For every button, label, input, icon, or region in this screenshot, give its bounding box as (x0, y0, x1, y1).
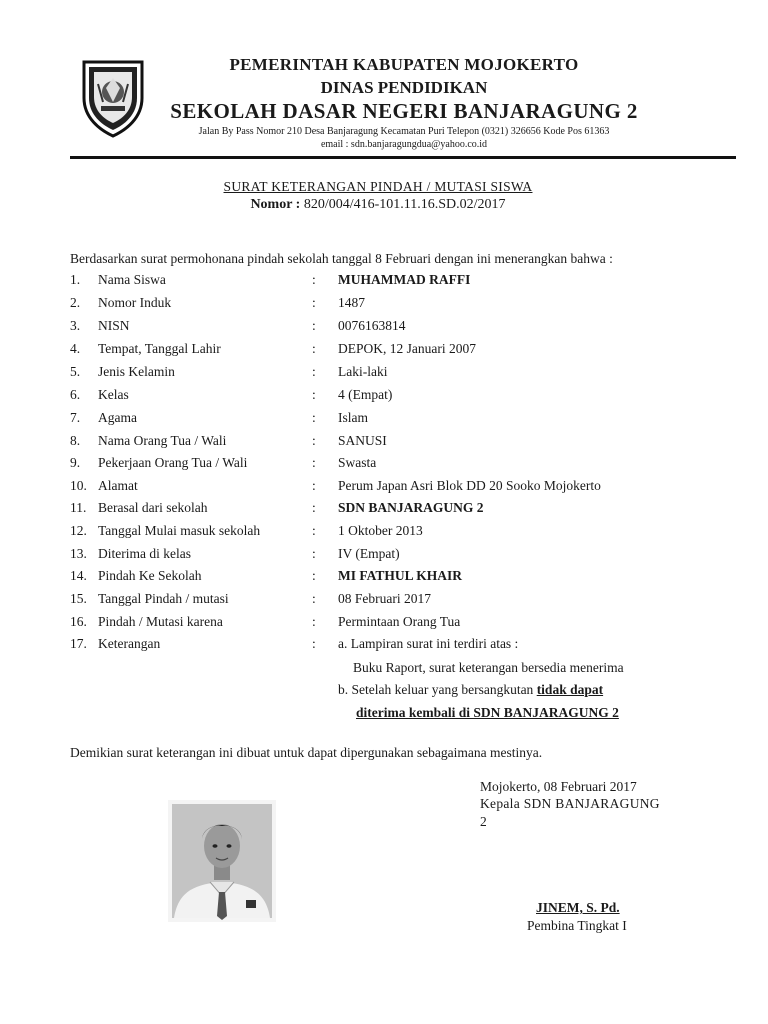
field-label: Keterangan (98, 636, 161, 651)
field-label: Nama Siswa (98, 272, 166, 287)
field-row (70, 568, 710, 588)
signature-rank: Pembina Tingkat I (527, 918, 627, 933)
field-number: 14. (70, 568, 87, 583)
field-row (70, 341, 710, 361)
signature-place-date: Mojokerto, 08 Februari 2017 (480, 779, 637, 794)
field-number: 11. (70, 500, 87, 515)
field-label: Agama (98, 410, 137, 425)
letter-number-value: 820/004/416-101.11.16.SD.02/2017 (300, 197, 506, 212)
field-value: 1 Oktober 2013 (338, 523, 423, 538)
field-label: Tempat, Tanggal Lahir (98, 341, 221, 356)
signature-position-cont: 2 (480, 814, 487, 829)
field-row (70, 433, 710, 453)
field-number: 7. (70, 410, 81, 425)
field-colon: : (312, 591, 316, 606)
field-number: 16. (70, 614, 87, 629)
field-number: 5. (70, 364, 81, 379)
signature-name: JINEM, S. Pd. (536, 900, 620, 915)
field-colon: : (312, 295, 316, 310)
field-label: Kelas (98, 387, 129, 402)
field-value: SDN BANJARAGUNG 2 (338, 500, 484, 515)
field-label: Nomor Induk (98, 295, 172, 310)
header-address: Jalan By Pass Nomor 210 Desa Banjaragung Kecamatan Puri Telepon (0321) 326656 Kode Pos 61363 (198, 126, 610, 137)
field-colon: : (312, 364, 316, 379)
field-colon: : (312, 341, 316, 356)
field-colon: : (312, 433, 316, 448)
header-school-name: SEKOLAH DASAR NEGERI BANJARAGUNG 2 (170, 99, 638, 123)
field-label: Pindah / Mutasi karena (98, 614, 223, 629)
letter-title: SURAT KETERANGAN PINDAH / MUTASI SISWA (223, 179, 533, 194)
field-number: 3. (70, 318, 81, 333)
field-value: SANUSI (338, 433, 387, 448)
field-colon: : (312, 523, 316, 538)
field-label: Pindah Ke Sekolah (98, 568, 202, 583)
field-label: Alamat (98, 478, 138, 493)
letter-closing: Demikian surat keterangan ini dibuat untuk dapat dipergunakan sebagaimana mestinya. (70, 745, 543, 760)
field-colon: : (312, 636, 316, 651)
field-label: Tanggal Pindah / mutasi (98, 591, 229, 606)
signature-position: Kepala SDN BANJARAGUNG (480, 796, 660, 811)
header-government: PEMERINTAH KABUPATEN MOJOKERTO (229, 55, 579, 74)
field-row (70, 410, 710, 430)
field-label: Berasal dari sekolah (98, 500, 208, 515)
field-colon: : (312, 568, 316, 583)
field-colon: : (312, 387, 316, 402)
keterangan-line-4: diterima kembali di SDN BANJARAGUNG 2 (356, 705, 619, 720)
field-number: 1. (70, 272, 81, 287)
header-email: email : sdn.banjaragungdua@yahoo.co.id (320, 139, 488, 150)
field-row (70, 500, 710, 520)
field-value: IV (Empat) (338, 546, 400, 561)
field-label: Nama Orang Tua / Wali (98, 433, 227, 448)
field-row (70, 272, 710, 292)
field-number: 12. (70, 523, 87, 538)
field-colon: : (312, 546, 316, 561)
field-value: Perum Japan Asri Blok DD 20 Sooko Mojokerto (338, 478, 601, 493)
field-number: 10. (70, 478, 87, 493)
field-number: 17. (70, 636, 87, 651)
field-label: NISN (98, 318, 130, 333)
field-row (70, 546, 710, 566)
field-value: 4 (Empat) (338, 387, 393, 402)
field-row (70, 523, 710, 543)
field-row (70, 614, 710, 634)
field-number: 4. (70, 341, 81, 356)
letter-number-label: Nomor : (250, 197, 301, 212)
field-colon: : (312, 318, 316, 333)
field-value: a. Lampiran surat ini terdiri atas : (338, 636, 519, 651)
field-colon: : (312, 478, 316, 493)
field-value: Laki-laki (338, 364, 388, 379)
field-row (70, 295, 710, 315)
field-row (70, 455, 710, 475)
student-photo (168, 800, 276, 922)
field-number: 6. (70, 387, 81, 402)
field-value: 08 Februari 2017 (338, 591, 431, 606)
field-colon: : (312, 455, 316, 470)
keterangan-line-3-text: b. Setelah keluar yang bersangkutan (338, 682, 537, 697)
field-value: MUHAMMAD RAFFI (338, 272, 471, 287)
field-label: Diterima di kelas (98, 546, 191, 561)
field-colon: : (312, 410, 316, 425)
field-row (70, 364, 710, 384)
field-row (70, 318, 710, 338)
letter-number (72, 197, 684, 213)
field-number: 13. (70, 546, 87, 561)
field-number: 15. (70, 591, 87, 606)
field-colon: : (312, 500, 316, 515)
header-divider (70, 156, 736, 159)
field-number: 2. (70, 295, 81, 310)
field-label: Pekerjaan Orang Tua / Wali (98, 455, 248, 470)
field-row (70, 636, 710, 656)
field-row (70, 387, 710, 407)
field-value: Islam (338, 410, 368, 425)
keterangan-line-3-emphasis: tidak dapat (536, 682, 604, 697)
keterangan-line-2: Buku Raport, surat keterangan bersedia menerima (353, 660, 624, 675)
field-label: Jenis Kelamin (98, 364, 175, 379)
field-value: MI FATHUL KHAIR (338, 568, 463, 583)
field-value: DEPOK, 12 Januari 2007 (338, 341, 476, 356)
field-row (70, 478, 710, 498)
field-label: Tanggal Mulai masuk sekolah (98, 523, 261, 538)
field-colon: : (312, 614, 316, 629)
letter-intro: Berdasarkan surat permohonana pindah sekolah tanggal 8 Februari dengan ini menerangkan bahwa : (70, 251, 613, 266)
keterangan-line-3 (338, 682, 603, 698)
field-row (70, 591, 710, 611)
field-value: Permintaan Orang Tua (338, 614, 461, 629)
field-value: 1487 (338, 295, 365, 310)
header-department: DINAS PENDIDIKAN (320, 78, 488, 97)
field-colon: : (312, 272, 316, 287)
field-number: 9. (70, 455, 81, 470)
field-number: 8. (70, 433, 81, 448)
field-value: Swasta (338, 455, 377, 470)
field-value: 0076163814 (338, 318, 406, 333)
